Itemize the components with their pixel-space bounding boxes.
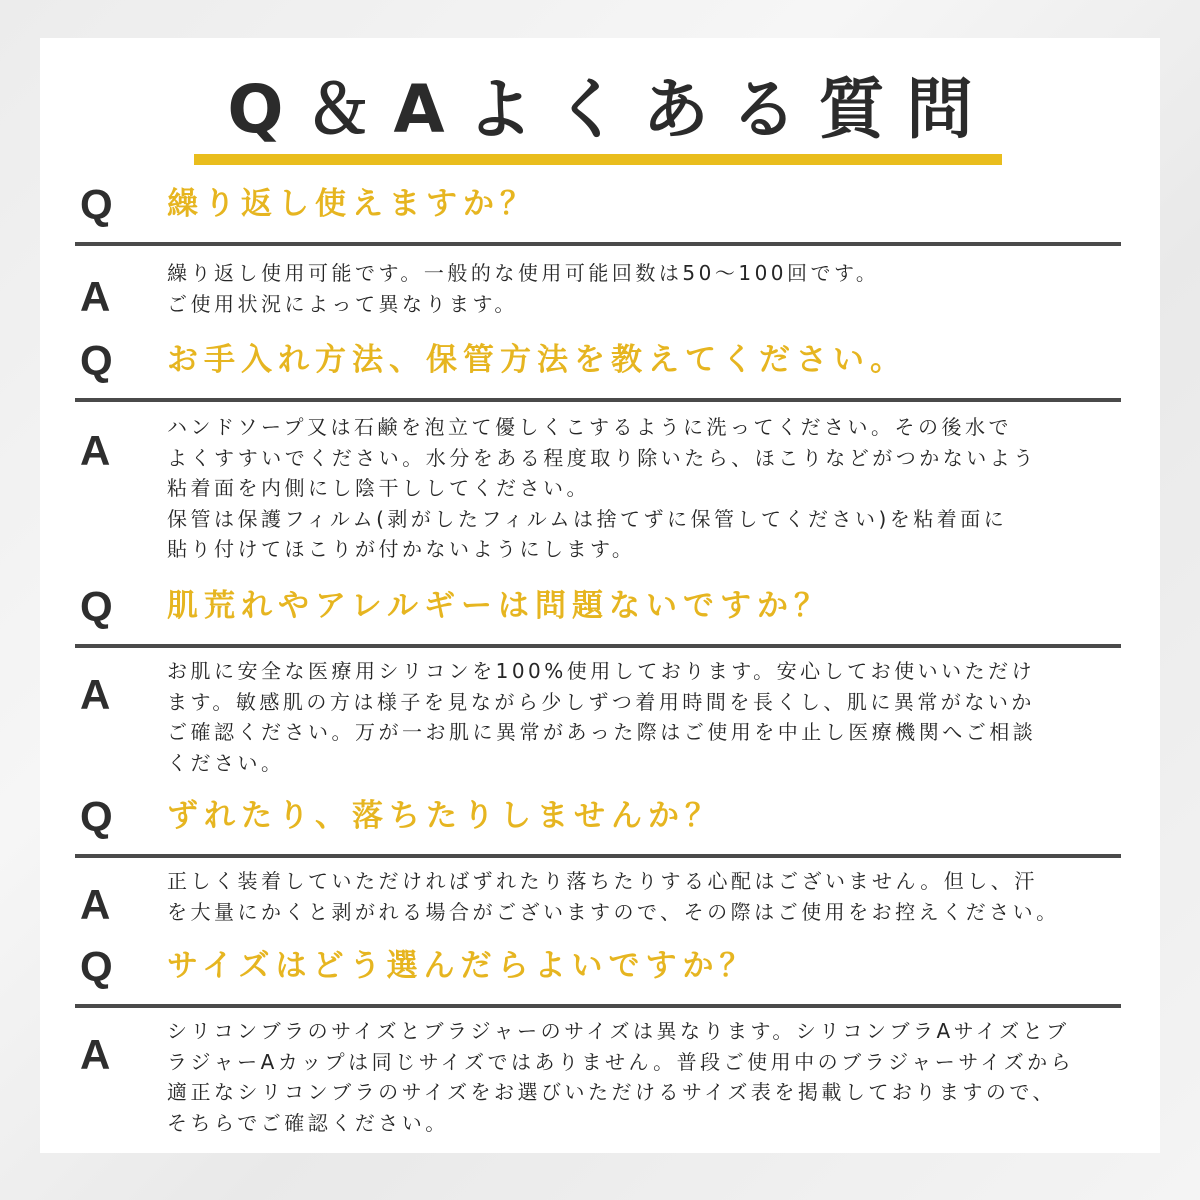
answer-line: ます。敏感肌の方は様子を見ながら少しずつ着用時間を長くし、肌に異常がないか [167,689,1035,714]
question-text: お手入れ方法、保管方法を教えてください。 [167,342,907,378]
answer-line: 正しく装着していただければずれたり落ちたりする心配はございません。但し、汗 [167,869,1038,893]
a-marker: A [80,1031,111,1078]
answer-line: 適正なシリコンブラのサイズをお選びいただけるサイズ表を掲載しておりますので、 [167,1080,1056,1104]
page-title: Q＆Aよくある質問 [227,71,995,148]
question-text: 肌荒れやアレルギーは問題ないですか？ [167,588,831,624]
question-row-5 [75,944,1121,1008]
answer-text [167,1016,1157,1138]
a-marker: A [80,273,111,320]
question-row-3 [75,584,1121,648]
question-text: サイズはどう選んだらよいですか？ [167,948,757,984]
answer-line: 繰り返し使用可能です。一般的な使用可能回数は50～100回です。 [167,261,880,285]
answer-line: を大量にかくと剥がれる場合がございますので、その際はご使用をお控えください。 [167,899,1060,924]
question-text: ずれたり、落ちたりしませんか？ [167,798,722,834]
answer-line: シリコンブラのサイズとブラジャーのサイズは異なります。シリコンブラAサイズとブ [167,1019,1070,1043]
answer-line: ください。 [167,750,285,775]
question-text: 繰り返し使えますか？ [167,186,537,222]
q-marker: Q [80,793,113,840]
answer-text [167,866,1157,927]
a-marker: A [80,427,111,474]
answer-line: よくすすいでください。水分をある程度取り除いたら、ほこりなどがつかないよう [167,445,1037,470]
q-marker: Q [80,181,113,228]
question-row-2 [75,338,1121,402]
answer-text [167,412,1157,565]
question-row-4 [75,794,1121,858]
answer-line: ご使用状況によって異なります。 [167,291,518,316]
answer-line: 貼り付けてほこりが付かないようにします。 [167,537,636,561]
question-row-1 [75,182,1121,246]
title-underline [194,154,1002,165]
a-marker: A [80,671,111,718]
answer-line: 粘着面を内側にし陰干ししてください。 [167,476,590,500]
a-marker: A [80,881,111,928]
answer-line: ラジャーAカップは同じサイズではありません。普段ご使用中のブラジャーサイズから [167,1049,1075,1074]
q-marker: Q [80,337,113,384]
q-marker: Q [80,583,113,630]
answer-text [167,258,1157,319]
answer-line: お肌に安全な医療用シリコンを100%使用しております。安心してお使いいただけ [167,659,1036,683]
q-marker: Q [80,943,113,990]
answer-line: 保管は保護フィルム(剥がしたフィルムは捨てずに保管してください)を粘着面に [167,506,1008,531]
answer-line: そちらでご確認ください。 [167,1110,449,1135]
answer-line: ハンドソープ又は石鹸を泡立て優しくこするように洗ってください。その後水で [167,415,1012,439]
answer-text [167,656,1157,778]
answer-line: ご確認ください。万が一お肌に異常があった際はご使用を中止し医療機関へご相談 [167,720,1037,744]
